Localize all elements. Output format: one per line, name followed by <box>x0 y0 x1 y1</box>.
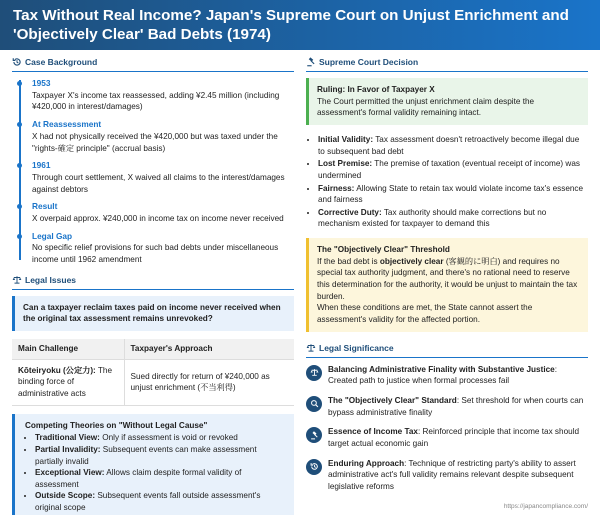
significance-text <box>328 426 588 449</box>
legal-issues-title: Legal Issues <box>25 274 77 285</box>
legal-issues-heading <box>12 274 294 290</box>
challenge-cell <box>12 359 124 405</box>
table-header: Taxpayer's Approach <box>124 339 294 359</box>
theory-label: Outside Scope: <box>35 491 96 501</box>
theory-text: Subsequent events fall outside assessment's original scope <box>35 491 261 513</box>
theory-label: Partial Invalidity: <box>35 444 101 454</box>
approach-cell: Sued directly for return of ¥240,000 as unjust enrichment (不当利得) <box>124 359 294 405</box>
scale-icon <box>306 343 316 353</box>
threshold-box <box>306 238 588 331</box>
theories-list <box>25 432 286 513</box>
timeline-item <box>32 160 294 195</box>
history-icon <box>306 459 322 475</box>
list-item <box>306 364 588 387</box>
timeline-text: X had not physically received the ¥420,000 but was taxed under the "rights-確定 principle" (accrual basis) <box>32 131 278 153</box>
timeline-item <box>32 231 294 266</box>
decision-heading <box>306 56 588 72</box>
timeline-head: Legal Gap <box>32 230 73 241</box>
timeline-head: Result <box>32 201 58 212</box>
gavel-icon <box>306 57 316 67</box>
significance-description: : Created path to justice when formal processes fail <box>328 364 558 386</box>
theories-title: Competing Theories on "Without Legal Cause" <box>25 420 208 430</box>
timeline-text: No specific relief provisions for such bad debts under miscellaneous income until 1962 amendment <box>32 243 279 265</box>
history-icon <box>12 57 22 67</box>
challenge-description: The binding force of administrative acts <box>18 365 113 398</box>
challenge-term: Kōteiryoku (公定力): <box>18 365 96 375</box>
ruling-box <box>306 78 588 125</box>
left-column <box>12 56 294 515</box>
case-timeline <box>12 78 294 266</box>
page-header <box>0 0 600 50</box>
case-background-title: Case Background <box>25 57 98 67</box>
threshold-text: If the bad debt is <box>317 256 380 266</box>
point-text: Tax assessment doesn't retroactively become illegal due to subsequent bad debt <box>318 134 580 156</box>
list-item <box>318 207 588 230</box>
list-item <box>306 426 588 449</box>
threshold-emphasis: objectively clear <box>379 256 444 266</box>
decision-title: Supreme Court Decision <box>319 57 419 67</box>
gavel-icon <box>306 427 322 443</box>
list-item <box>35 467 286 490</box>
case-background-heading <box>12 56 294 72</box>
timeline-item <box>32 119 294 154</box>
theory-text: Subsequent events can make assessment partially invalid <box>35 444 257 466</box>
significance-text <box>328 395 588 418</box>
threshold-text: (客観的に明白) and requires no special tax authority judgment, and there's no rational need to reserve this determination for the authority, it would be unjust to maintain the tax burden. <box>317 256 578 301</box>
significance-label: The "Objectively Clear" Standard <box>328 395 457 405</box>
list-item <box>35 432 286 444</box>
theory-label: Traditional View: <box>35 433 100 443</box>
threshold-paragraph <box>317 256 580 303</box>
significance-title: Legal Significance <box>319 342 394 353</box>
footer-url: https://japancompliance.com/ <box>503 502 588 510</box>
point-text: The premise of taxation (eventual receipt of income) was undermined <box>318 159 580 180</box>
significance-text <box>328 458 588 493</box>
list-item <box>318 183 588 206</box>
threshold-conclusion: When these conditions are met, the State cannot assert the assessment's validity for the affected portion. <box>317 303 533 324</box>
ruling-title: Ruling: In Favor of Taxpayer X <box>317 85 435 95</box>
theory-text: Only if assessment is void or revoked <box>99 433 238 443</box>
competing-theories-box <box>12 414 294 515</box>
list-item <box>318 158 588 181</box>
challenge-table <box>12 339 294 406</box>
ruling-text: The Court permitted the unjust enrichment claim despite the assessment's formal validity remaining intact. <box>317 96 535 118</box>
significance-text <box>328 364 588 387</box>
legal-question: Can a taxpayer reclaim taxes paid on income never received when the original tax assessment remains unrevoked? <box>12 296 294 331</box>
table-header: Main Challenge <box>12 339 124 359</box>
list-item <box>306 458 588 493</box>
point-label: Lost Premise: <box>318 159 373 169</box>
timeline-head: At Reassessment <box>32 119 102 130</box>
right-column <box>306 56 588 500</box>
decision-points <box>306 134 588 230</box>
list-item <box>306 395 588 418</box>
significance-heading <box>306 342 588 358</box>
threshold-title: The "Objectively Clear" Threshold <box>317 245 450 255</box>
scale-icon <box>306 365 322 381</box>
theory-label: Exceptional View: <box>35 468 105 478</box>
point-label: Initial Validity: <box>318 134 374 144</box>
point-label: Corrective Duty: <box>318 207 382 217</box>
scale-icon <box>12 275 22 285</box>
list-item <box>318 134 588 157</box>
significance-label: Balancing Administrative Finality with Substantive Justice <box>328 364 555 374</box>
timeline-text: X overpaid approx. ¥240,000 in income tax on income never received <box>32 214 284 224</box>
significance-label: Essence of Income Tax <box>328 427 418 437</box>
significance-description: : Set threshold for when courts can bypass administrative finality <box>328 395 584 417</box>
point-label: Fairness: <box>318 183 355 193</box>
table-row <box>12 359 294 405</box>
point-text: Tax authority should make corrections but no mechanism existed for taxpayer to demand this <box>318 207 547 229</box>
significance-description: : Reinforced principle that income tax should target actual economic gain <box>328 427 580 448</box>
timeline-text: Taxpayer X's income tax reassessed, adding ¥2.45 million (including ¥420,000 in interest/damages) <box>32 90 280 112</box>
significance-label: Enduring Approach <box>328 458 405 468</box>
timeline-head: 1953 <box>32 78 51 89</box>
list-item <box>35 490 286 513</box>
page-title: Tax Without Real Income? Japan's Supreme Court on Unjust Enrichment and 'Objectively Clear' Bad Debts (1974) <box>13 7 569 43</box>
significance-description: : Technique of restricting party's ability to assert administrative act's full validity remains relevant despite subsequent legislative reforms <box>328 458 576 491</box>
timeline-item <box>32 78 294 113</box>
timeline-item <box>32 201 294 224</box>
timeline-text: Through court settlement, X waived all claims to the interest/damages against debtors <box>32 172 285 194</box>
search-icon <box>306 396 322 412</box>
timeline-head: 1961 <box>32 160 51 171</box>
list-item <box>35 444 286 467</box>
theory-text: Allows claim despite formal validity of assessment <box>35 468 242 489</box>
point-text: Allowing State to retain tax would violate income tax's essence and fairness <box>318 183 584 205</box>
